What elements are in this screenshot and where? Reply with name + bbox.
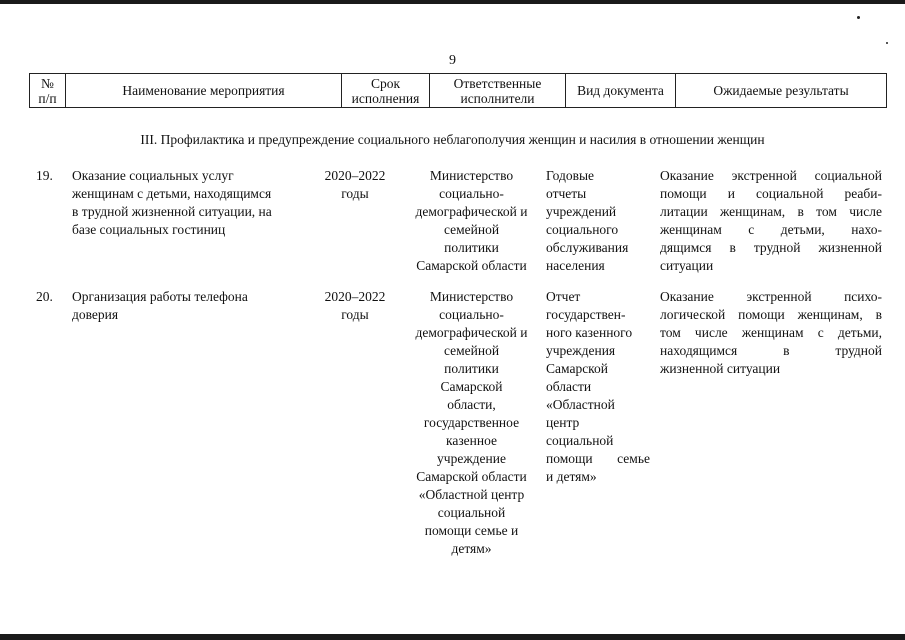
row-document-line: области [546,379,592,394]
row-executors-line: казенное [445,433,498,448]
row-document [546,288,650,486]
row-executors-line: социально- [439,186,504,201]
row-executors-line: социально- [439,307,504,322]
row-results [660,288,882,378]
row-results-line: жизненной ситуации [660,361,781,376]
row-executors-line: учреждение [437,451,506,466]
row-document-line: обслуживания [546,240,629,255]
row-executors [405,167,538,275]
row-document-line: ного казенного [546,325,633,340]
header-number-line: п/п [38,90,57,106]
row-document-line: Годовые [546,168,595,183]
row-results-line: дящимся в трудной жизненной [660,240,882,255]
row-document-line: отчеты [546,186,587,201]
header-executors-line: Ответственные [453,75,542,91]
row-document-line: Самарской [546,361,609,376]
row-document-line: центр [546,415,580,430]
row-executors-line: области, [447,397,496,412]
row-term [311,288,399,324]
row-executors-line: Самарской области [416,469,527,484]
row-document-line: государствен- [546,307,626,322]
row-document-line: и детям» [546,469,597,484]
row-name-line: Оказание социальных услуг [72,168,234,183]
row-term-line: 2020–2022 [324,289,386,304]
header-number [30,74,66,108]
row-results-line: женщинам с детьми, нахо- [660,222,882,237]
row-executors-line: Министерство [429,289,514,304]
row-executors-line: социальной [437,505,506,520]
row-executors-line: Самарской области [416,258,527,273]
bottom-border [0,634,905,640]
header-executors [430,74,566,108]
row-term-line: 2020–2022 [324,168,386,183]
row-document [546,167,650,275]
header-number-line: № [41,75,54,91]
row-executors-line: политики [444,361,499,376]
row-results-line: ситуации [660,258,714,273]
table-header-row [30,74,887,108]
header-executors-line: исполнители [460,90,535,106]
row-name-line: женщинам с детьми, находящимся [72,186,272,201]
row-executors-line: семейной [443,222,500,237]
row-executors-line: «Областной центр [418,487,525,502]
row-executors-line: детям» [451,541,492,556]
scan-speck [857,16,860,19]
header-results: Ожидаемые результаты [676,74,887,108]
top-border [0,0,905,4]
row-document-line: «Областной [546,397,615,412]
row-name-line: в трудной жизненной ситуации, на [72,204,272,219]
row-document-line: социальной [546,433,614,448]
row-number: 20. [36,289,53,304]
row-executors-line: демографической и [415,204,528,219]
header-name: Наименование мероприятия [66,74,342,108]
row-document-line: Отчет [546,289,581,304]
row-results-line: том числе женщинам с детьми, [660,325,882,340]
row-executors-line: государственное [423,415,520,430]
scan-speck [886,42,888,44]
page-number: 9 [449,53,456,68]
header-document: Вид документа [566,74,676,108]
header-term-line: Срок [370,75,401,91]
row-name-line: Организация работы телефона [72,289,248,304]
row-results-line: литации женщинам, в том числе [660,204,882,219]
row-number: 19. [36,168,53,183]
row-results-line: Оказание экстренной социальной [660,168,882,183]
row-document-line: помощи семье [546,451,650,466]
row-results-line: логической помощи женщинам, в [660,307,882,322]
row-document-line: учреждения [546,343,616,358]
row-name [72,167,304,239]
row-executors [405,288,538,558]
row-name-line: доверия [72,307,119,322]
table-header [29,73,887,108]
row-term-line: годы [341,307,369,322]
row-results-line: Оказание экстренной психо- [660,289,882,304]
header-term [342,74,430,108]
row-executors-line: помощи семье и [424,523,519,538]
section-title: III. Профилактика и предупреждение социального неблагополучия женщин и насилия в отношении женщин [140,132,765,147]
row-term-line: годы [341,186,369,201]
header-term-line: исполнения [351,90,420,106]
row-document-line: социального [546,222,619,237]
row-executors-line: политики [444,240,499,255]
row-executors-line: Самарской [440,379,503,394]
row-executors-line: Министерство [429,168,514,183]
row-term [311,167,399,203]
row-executors-line: семейной [443,343,500,358]
row-results-line: помощи и социальной реаби- [660,186,882,201]
row-results [660,167,882,275]
row-document-line: учреждений [546,204,617,219]
row-name-line: базе социальных гостиниц [72,222,226,237]
row-document-line: населения [546,258,605,273]
row-results-line: находящимся в трудной [660,343,882,358]
row-executors-line: демографической и [415,325,528,340]
row-name [72,288,304,324]
